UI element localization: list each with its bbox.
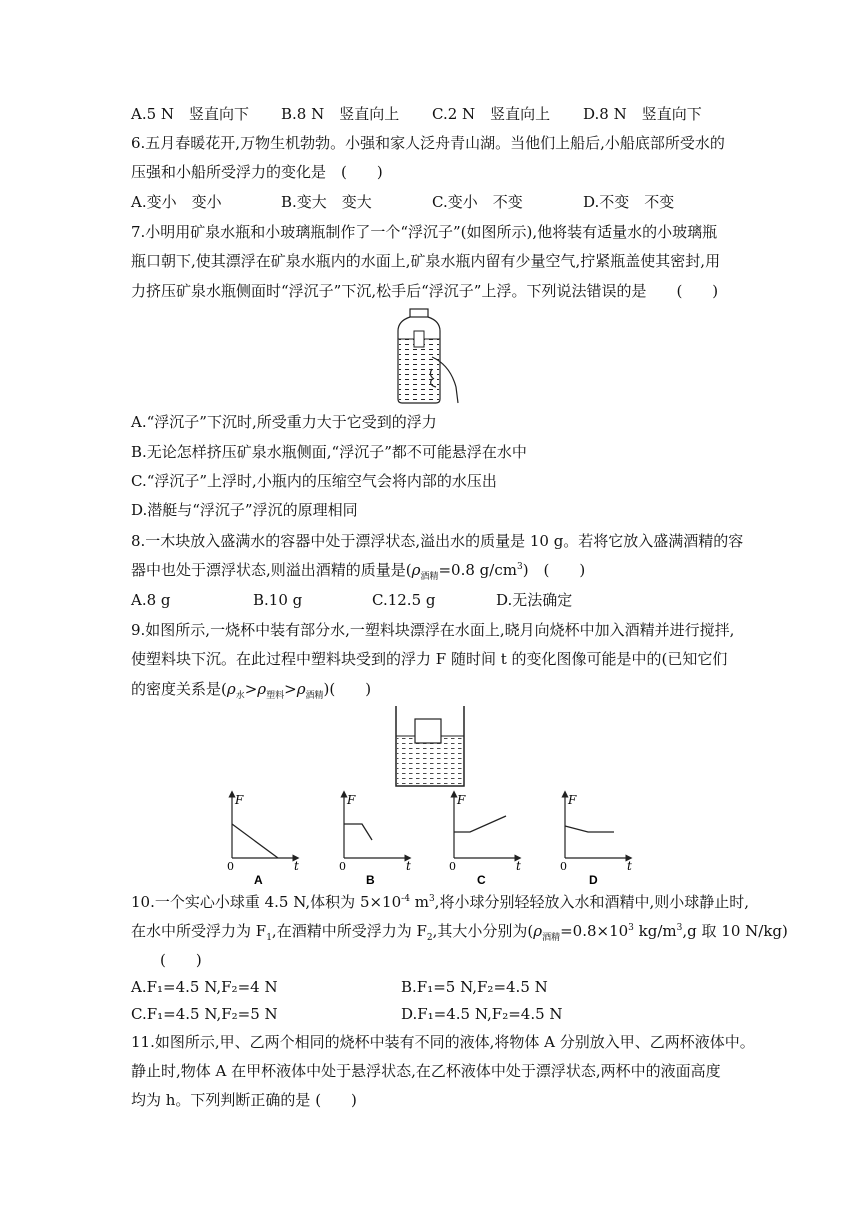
q10-stem-line3: ( ) xyxy=(160,951,202,969)
q8-option-b: B.10 g xyxy=(253,591,303,609)
q7-stem-line2: 瓶口朝下,使其漂浮在矿泉水瓶内的水面上,矿泉水瓶内留有少量空气,拧紧瓶盖使其密封,用 xyxy=(131,252,721,270)
q6-option-d: D.不变 不变 xyxy=(583,193,675,211)
graph-a-axis-f: F xyxy=(235,793,244,807)
graph-b-axis-t: t xyxy=(406,859,411,873)
q7-stem-line3: 力挤压矿泉水瓶侧面时“浮沉子”下沉,松手后“浮沉子”上浮。下列说法错误的是 ( ) xyxy=(131,282,719,300)
q9-stem-line2: 使塑料块下沉。在此过程中塑料块受到的浮力 F 随时间 t 的变化图像可能是中的(已知它们 xyxy=(131,650,728,668)
graph-a-origin: 0 xyxy=(227,860,234,873)
q11-stem-line2: 静止时,物体 A 在甲杯液体中处于悬浮状态,在乙杯液体中处于漂浮状态,两杯中的液面高度 xyxy=(131,1062,721,1080)
graph-c-origin: 0 xyxy=(449,860,456,873)
q9-stem-line1: 9.如图所示,一烧杯中装有部分水,一塑料块漂浮在水面上,晓月向烧杯中加入酒精并进行搅拌, xyxy=(131,621,735,639)
graph-d-origin: 0 xyxy=(560,860,567,873)
graph-d-axis-f: F xyxy=(568,793,577,807)
q7-stem-line1: 7.小明用矿泉水瓶和小玻璃瓶制作了一个“浮沉子”(如图所示),他将装有适量水的小玻璃瓶 xyxy=(131,223,718,241)
q10-option-c: C.F₁=4.5 N,F₂=5 N xyxy=(131,1005,278,1023)
graph-c xyxy=(449,793,521,886)
q5-option-b: B.8 N 竖直向上 xyxy=(281,105,400,123)
q10-stem-line2: 在水中所受浮力为 $F_1$,在酒精中所受浮力为 $F_2$,其大小分别为($\rho_{酒精}=0.8\times 10^3$ $kg/m^3,g$ 取 10 N/kg) xyxy=(131,922,788,943)
q10-option-a: A.F₁=4.5 N,F₂=4 N xyxy=(131,978,278,996)
q8-stem-line2: 器中也处于漂浮状态,则溢出酒精的质量是($\rho_{酒精}=0.8$ $g/cm^3$) ( ) xyxy=(131,561,586,582)
graph-b-origin: 0 xyxy=(339,860,346,873)
q6-option-b: B.变大 变大 xyxy=(281,193,372,211)
graph-d xyxy=(560,793,632,886)
q6-stem-line1: 6.五月春暖花开,万物生机勃勃。小强和家人泛舟青山湖。当他们上船后,小船底部所受水的 xyxy=(131,134,725,152)
q8-option-a: A.8 g xyxy=(131,591,171,609)
q11-stem-line1: 11.如图所示,甲、乙两个相同的烧杯中装有不同的液体,将物体 A 分别放入甲、乙两杯液体中。 xyxy=(131,1033,755,1051)
graph-a-label: A xyxy=(254,873,263,886)
q7-option-c: C.“浮沉子”上浮时,小瓶内的压缩空气会将内部的水压出 xyxy=(131,472,497,490)
q9-force-time-graphs xyxy=(222,790,642,886)
beaker-with-plastic-block-figure xyxy=(394,706,466,788)
graph-b xyxy=(339,793,411,886)
graph-a-axis-t: t xyxy=(294,859,299,873)
q5-option-c: C.2 N 竖直向上 xyxy=(432,105,551,123)
graph-c-label: C xyxy=(477,873,486,886)
q7-option-a: A.“浮沉子”下沉时,所受重力大于它受到的浮力 xyxy=(131,413,437,431)
q10-option-d: D.F₁=4.5 N,F₂=4.5 N xyxy=(401,1005,563,1023)
q11-stem-line3: 均为 h。下列判断正确的是 ( ) xyxy=(131,1091,357,1109)
graph-d-axis-t: t xyxy=(627,859,632,873)
graph-a-curve xyxy=(232,824,278,858)
q8-option-c: C.12.5 g xyxy=(372,591,436,609)
cartesian-diver-bottle-figure xyxy=(388,307,468,405)
graph-a xyxy=(227,793,299,886)
q10-stem-line1: 10.一个实心小球重 4.5 N,体积为 $5\times 10^{-4}$ $m^3$,将小球分别轻轻放入水和酒精中,则小球静止时, xyxy=(131,893,749,911)
graph-d-label: D xyxy=(589,873,598,886)
q8-stem-line1: 8.一木块放入盛满水的容器中处于漂浮状态,溢出水的质量是 10 g。若将它放入盛满酒精的容 xyxy=(131,532,744,550)
q6-option-c: C.变小 不变 xyxy=(432,193,523,211)
q6-stem-line2: 压强和小船所受浮力的变化是 ( ) xyxy=(131,163,383,181)
graph-b-axis-f: F xyxy=(347,793,356,807)
q6-option-a: A.变小 变小 xyxy=(131,193,222,211)
q9-stem-line3: 的密度关系是$(\rho_水>\rho_{塑料}>\rho_{酒精})$( ) xyxy=(131,680,372,701)
q7-option-b: B.无论怎样挤压矿泉水瓶侧面,“浮沉子”都不可能悬浮在水中 xyxy=(131,443,527,461)
q10-option-b: B.F₁=5 N,F₂=4.5 N xyxy=(401,978,548,996)
graph-c-curve xyxy=(454,816,506,832)
graph-b-curve xyxy=(344,824,372,840)
graph-c-axis-f: F xyxy=(457,793,466,807)
graph-c-axis-t: t xyxy=(516,859,521,873)
q7-option-d: D.潜艇与“浮沉子”浮沉的原理相同 xyxy=(131,501,358,519)
graph-b-label: B xyxy=(366,873,375,886)
q5-option-d: D.8 N 竖直向下 xyxy=(583,105,702,123)
q5-option-a: A.5 N 竖直向下 xyxy=(131,105,250,123)
q8-option-d: D.无法确定 xyxy=(496,591,573,609)
graph-d-curve xyxy=(565,826,614,832)
